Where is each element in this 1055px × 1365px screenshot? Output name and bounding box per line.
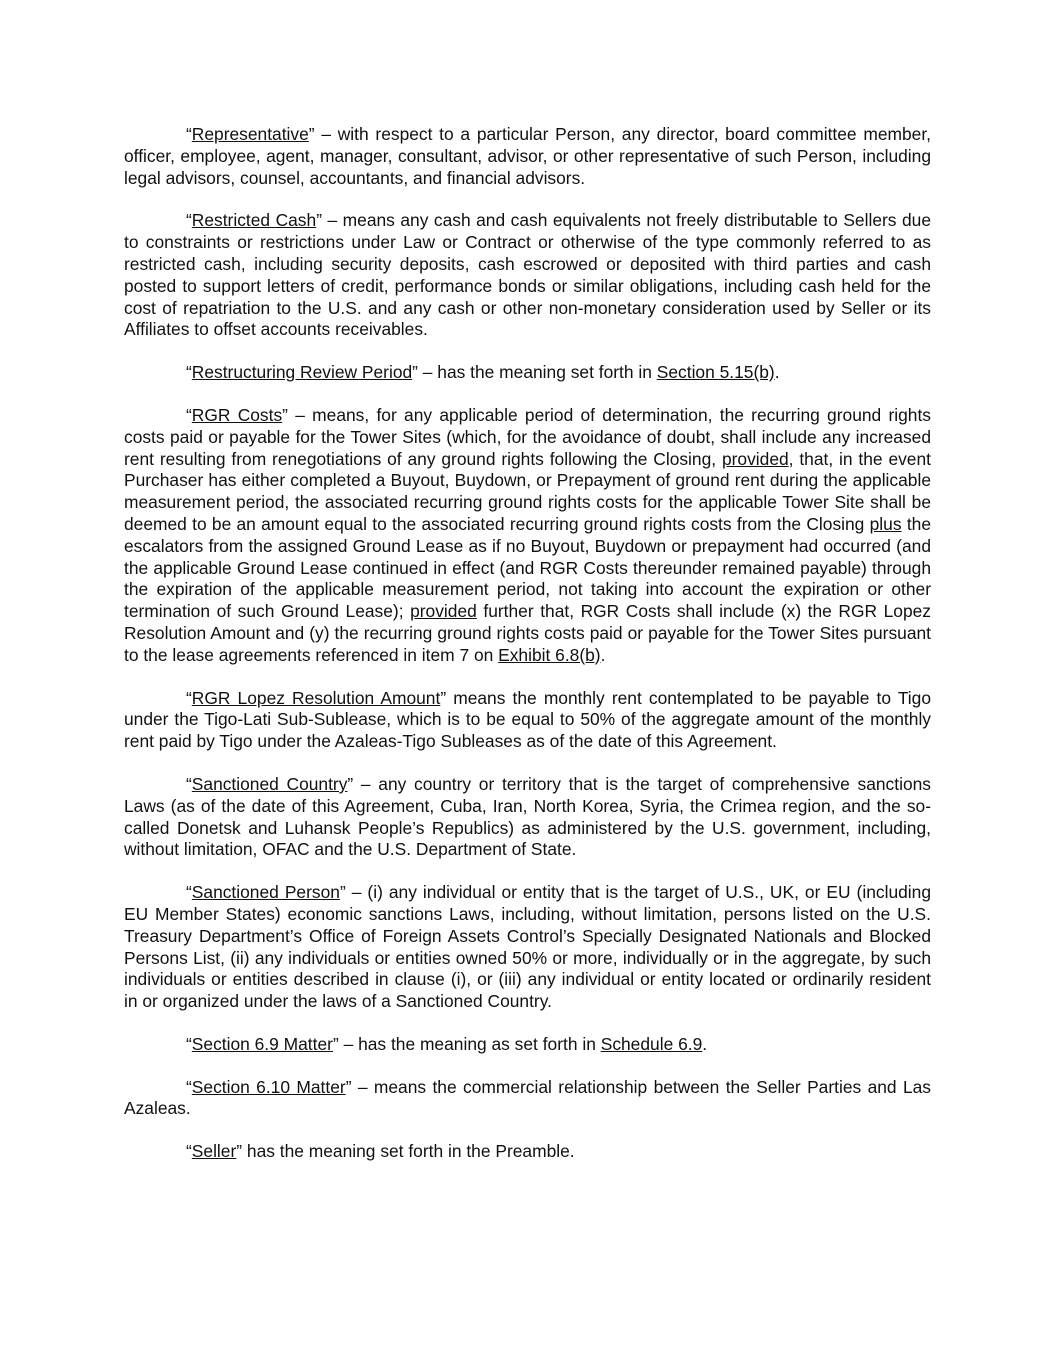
definition-paragraph: “Restructuring Review Period” – has the meaning set forth in Section 5.15(b). xyxy=(186,362,780,383)
defined-term: RGR Costs xyxy=(191,404,283,425)
document-page xyxy=(124,124,931,1184)
section-reference: Section 5.15(b) xyxy=(656,362,775,383)
defined-term: Section 6.10 Matter xyxy=(191,1076,346,1097)
definition-paragraph: “Seller” has the meaning set forth in the Preamble. xyxy=(186,1141,575,1162)
schedule-reference: Schedule 6.9 xyxy=(600,1033,703,1054)
defined-term: Representative xyxy=(191,124,309,144)
definition-text: , that, in the event Purchaser has either completed a Buyout, Buydown, or Prepayment of ground rent during the applicable measurement period, the associated recurring ground rights costs for the applicable Tower Site shall be deemed to be an amount equal to the associated recurring ground rights costs from the Closing xyxy=(124,448,931,534)
emphasis-provided: provided xyxy=(410,601,477,622)
definition-paragraph: “Sanctioned Person” – (i) any individual or entity that is the target of U.S., UK, or EU (including EU Member States) economic sanctions Laws, including, without limitation, persons listed on the U.S. Treasury Department’s Office of Foreign Assets Control’s Specially Designated Nationals and Blocked Persons List, (ii) any individuals or entities owned 50% or more, individually or in the aggregate, by such individuals or entities described in clause (i), or (iii) any individual or entity located or ordinarily resident in or organized under the laws of a Sanctioned Country. xyxy=(124,882,931,1012)
definition-text: – (i) any individual or entity that is the target of U.S., UK, or EU (including EU Member States) economic sanctions Laws, including, without limitation, persons listed on the U.S. Treasury Department’s Office of Foreign Assets Control’s Specially Designated Nationals and Blocked Persons List, (ii) any individuals or entities owned 50% or more, individually or in the aggregate, by such individuals or entities described in clause (i), or (iii) any individual or entity located or ordinarily resident in or organized under the laws of a Sanctioned Country. xyxy=(124,882,931,1012)
definition-paragraph: “Restricted Cash” – means any cash and cash equivalents not freely distributable to Sellers due to constraints or restrictions under Law or Contract or otherwise of the type commonly referred to as restricted cash, including security deposits, cash escrowed or deposited with third parties and cash posted to support letters of credit, performance bonds or similar obligations, including cash held for the cost of repatriation to the U.S. and any cash or other non-monetary consideration used by Seller or its Affiliates to offset accounts receivables. xyxy=(124,210,931,340)
definition-paragraph: “Sanctioned Country” – any country or territory that is the target of comprehensive sanctions Laws (as of the date of this Agreement, Cuba, Iran, North Korea, Syria, the Crimea region, and the so-called Donetsk and Luhansk People’s Republics) as administered by the U.S. government, including, without limitation, OFAC and the U.S. Department of State. xyxy=(124,773,931,860)
defined-term: Seller xyxy=(191,1141,237,1162)
definition-paragraph: “Representative” – with respect to a particular Person, any director, board committee member, officer, employee, agent, manager, consultant, advisor, or other representative of such Person, including legal advisors, counsel, accountants, and financial advisors. xyxy=(124,124,931,188)
definition-text: – means any cash and cash equivalents not freely distributable to Sellers due to constraints or restrictions under Law or Contract or otherwise of the type commonly referred to as restricted cash, including security deposits, cash escrowed or deposited with third parties and cash posted to support letters of credit, performance bonds or similar obligations, including cash held for the cost of repatriation to the U.S. and any cash or other non-monetary consideration used by Seller or its Affiliates to offset accounts receivables. xyxy=(124,210,931,340)
definition-text: means the monthly rent contemplated to be payable to Tigo under the Tigo-Lati Sub-Sublease, which is to be equal to 50% of the aggregate amount of the monthly rent paid by Tigo under the Azaleas-Tigo Subleases as of the date of this Agreement. xyxy=(124,687,931,752)
definition-text: – has the meaning set forth in xyxy=(417,362,657,383)
emphasis-plus: plus xyxy=(869,513,902,534)
definition-text: . xyxy=(774,362,780,383)
defined-term: Sanctioned Person xyxy=(191,882,340,903)
definition-text: – with respect to a particular Person, any director, board committee member, officer, employee, agent, manager, consultant, advisor, or other representative of such Person, including legal advisors, counsel, accountants, and financial advisors. xyxy=(124,124,931,188)
definition-text: – has the meaning as set forth in xyxy=(338,1033,601,1054)
definition-paragraph: “RGR Costs” – means, for any applicable period of determination, the recurring ground rights costs paid or payable for the Tower Sites (which, for the avoidance of doubt, shall include any increased rent resulting from renegotiations of any ground rights following the Closing, provided, that, in the event Purchaser has either completed a Buyout, Buydown, or Prepayment of ground rent during the applicable measurement period, the associated recurring ground rights costs for the applicable Tower Site shall be deemed to be an amount equal to the associated recurring ground rights costs from the Closing plus the escalators from the assigned Ground Lease as if no Buyout, Buydown or prepayment had occurred (and the applicable Ground Lease continued in effect (and RGR Costs thereunder remained payable) through the expiration of the applicable measurement period, not taking into account the expiration or other termination of such Ground Lease); provided further that, RGR Costs shall include (x) the RGR Lopez Resolution Amount and (y) the recurring ground rights costs paid or payable for the Tower Sites pursuant to the lease agreements referenced in item 7 on Exhibit 6.8(b). xyxy=(124,404,931,665)
definition-paragraph: “Section 6.10 Matter” – means the commercial relationship between the Seller Parties and Las Azaleas. xyxy=(124,1076,931,1119)
definition-text: the escalators from the assigned Ground Lease as if no Buyout, Buydown or prepayment had occurred (and the applicable Ground Lease continued in effect (and RGR Costs thereunder remained payable) through the expiration of the applicable measurement period, not taking into account the expiration or other termination of such Ground Lease); xyxy=(124,513,931,622)
defined-term: Restricted Cash xyxy=(191,210,317,231)
definition-text: – means the commercial relationship between the Seller Parties and Las Azaleas. xyxy=(124,1076,931,1119)
defined-term: Sanctioned Country xyxy=(191,773,348,794)
defined-term: Section 6.9 Matter xyxy=(191,1033,333,1054)
defined-term: Restructuring Review Period xyxy=(191,362,413,383)
definition-text: – any country or territory that is the target of comprehensive sanctions Laws (as of the date of this Agreement, Cuba, Iran, North Korea, Syria, the Crimea region, and the so-called Donetsk and Luhansk People’s Republics) as administered by the U.S. government, including, without limitation, OFAC and the U.S. Department of State. xyxy=(124,773,931,860)
definition-text: further that, RGR Costs shall include (x) the RGR Lopez Resolution Amount and (y) the recurring ground rights costs paid or payable for the Tower Sites pursuant to the lease agreements referenced in item 7 on xyxy=(124,601,931,665)
exhibit-reference: Exhibit 6.8(b) xyxy=(498,644,601,665)
definition-paragraph: “RGR Lopez Resolution Amount” means the monthly rent contemplated to be payable to Tigo under the Tigo-Lati Sub-Sublease, which is to be equal to 50% of the aggregate amount of the monthly rent paid by Tigo under the Azaleas-Tigo Subleases as of the date of this Agreement. xyxy=(124,687,931,752)
definition-text: – means, for any applicable period of determination, the recurring ground rights costs paid or payable for the Tower Sites (which, for the avoidance of doubt, shall include any increased rent resulting from renegotiations of any ground rights following the Closing, xyxy=(124,404,931,469)
defined-term: RGR Lopez Resolution Amount xyxy=(191,687,441,708)
emphasis-provided: provided xyxy=(721,448,789,469)
definition-text: has the meaning set forth in the Preamble. xyxy=(242,1141,575,1162)
definition-paragraph: “Section 6.9 Matter” – has the meaning as set forth in Schedule 6.9. xyxy=(186,1033,708,1054)
definition-text: . xyxy=(600,644,606,665)
definition-text: . xyxy=(702,1033,708,1054)
